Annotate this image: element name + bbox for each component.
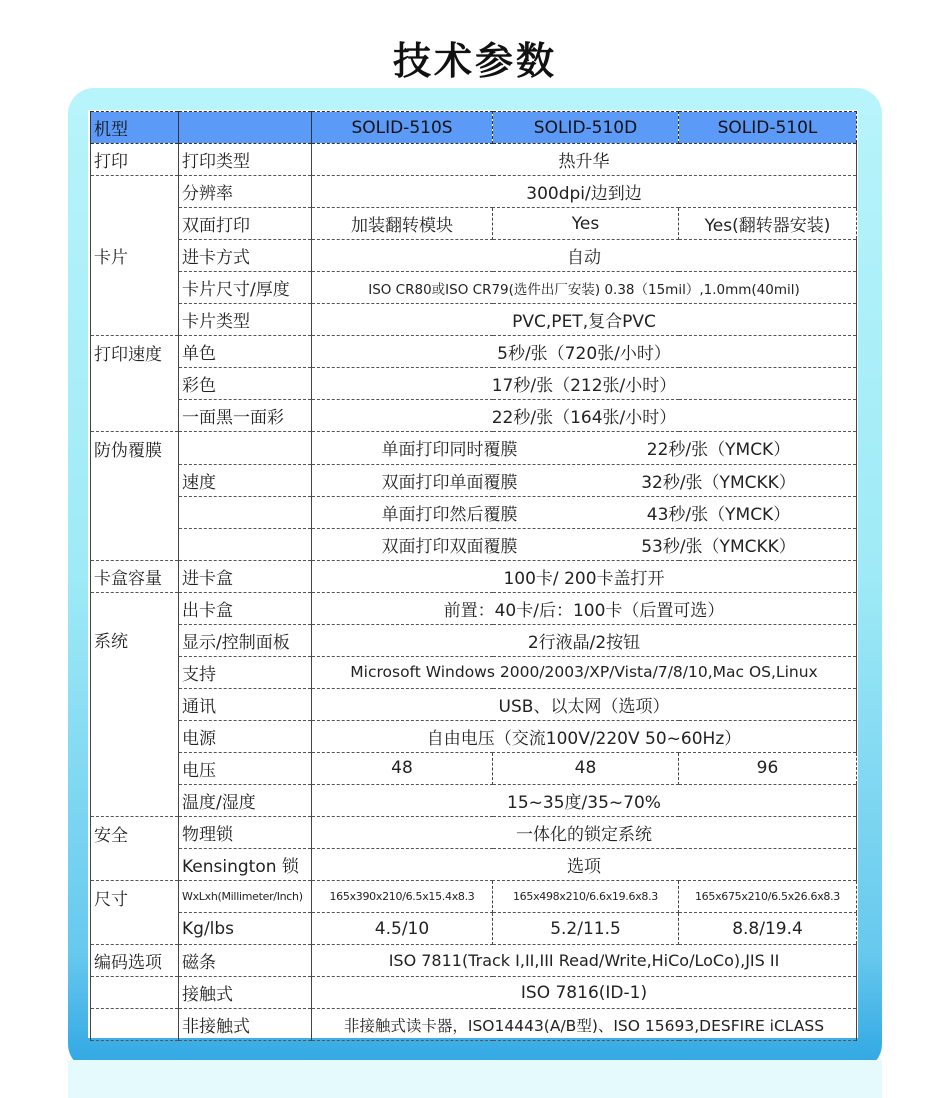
table-row	[91, 592, 857, 624]
table-row	[91, 144, 857, 176]
row-value: 热升华	[312, 144, 857, 176]
header-model-510l: SOLID-510L	[679, 112, 857, 144]
row-value	[312, 432, 857, 464]
row-value: ISO 7816(ID-1)	[312, 977, 857, 1009]
laminate-speed: 43秒/张（YMCK）	[646, 504, 791, 525]
laminate-speed: 22秒/张（YMCK）	[646, 440, 791, 461]
laminate-mode: 单面打印同时覆膜	[381, 440, 518, 461]
row-value: 4.5/10	[312, 913, 493, 945]
row-value: 165x390x210/6.5x15.4x8.3	[312, 881, 493, 913]
table-row	[91, 400, 857, 432]
row-label: 支持	[179, 656, 312, 688]
table-row	[91, 945, 857, 977]
header-row	[91, 112, 857, 144]
row-label: WxLxh(Millimeter/Inch)	[179, 881, 312, 913]
table-row	[91, 656, 857, 688]
table-row	[91, 881, 857, 913]
table-row	[91, 496, 857, 528]
row-label	[179, 432, 312, 464]
row-value: 15~35度/35~70%	[312, 784, 857, 816]
table-row	[91, 688, 857, 720]
category-laminate: 防伪覆膜	[91, 432, 179, 560]
row-blank	[91, 1009, 179, 1041]
row-value: 22秒/张（164张/小时）	[312, 400, 857, 432]
row-label: Kensington 锁	[179, 849, 312, 881]
bottom-strip	[68, 1060, 882, 1098]
table-row	[91, 977, 857, 1009]
row-label: 物理锁	[179, 817, 312, 849]
table-row	[91, 176, 857, 208]
table-row	[91, 304, 857, 336]
row-label: 出卡盒	[179, 592, 312, 624]
row-label: 非接触式	[179, 1009, 312, 1041]
row-value: Yes	[493, 208, 679, 240]
row-value: 48	[312, 752, 493, 784]
table-row	[91, 368, 857, 400]
row-value: PVC,PET,复合PVC	[312, 304, 857, 336]
row-value: 非接触式读卡器，ISO14443(A/B型)、ISO 15693,DESFIRE iCLASS	[312, 1009, 857, 1041]
laminate-mode: 双面打印单面覆膜	[381, 472, 518, 493]
row-blank	[91, 977, 179, 1009]
row-value: 100卡/ 200卡盖打开	[312, 560, 857, 592]
table-row	[91, 784, 857, 816]
row-label: 打印类型	[179, 144, 312, 176]
row-value: 5秒/张（720张/小时）	[312, 336, 857, 368]
row-label: 一面黑一面彩	[179, 400, 312, 432]
row-value: ISO CR80或ISO CR79(选件出厂安装) 0.38（15mil）,1.0mm(40mil)	[312, 272, 857, 304]
row-label: 通讯	[179, 688, 312, 720]
row-value: Yes(翻转器安装)	[679, 208, 857, 240]
row-label: 进卡方式	[179, 240, 312, 272]
table-row	[91, 528, 857, 560]
row-value: 5.2/11.5	[493, 913, 679, 945]
row-value: 自由电压（交流100V/220V 50~60Hz）	[312, 720, 857, 752]
row-label: 速度	[179, 464, 312, 496]
category-card: 卡片	[91, 176, 179, 336]
category-hopper: 卡盒容量	[91, 560, 179, 592]
laminate-speed: 32秒/张（YMCKK）	[641, 472, 796, 493]
category-speed: 打印速度	[91, 336, 179, 432]
row-label: 卡片尺寸/厚度	[179, 272, 312, 304]
laminate-mode: 双面打印双面覆膜	[381, 536, 518, 557]
row-value: 自动	[312, 240, 857, 272]
category-system: 系统	[91, 592, 179, 816]
table-row	[91, 240, 857, 272]
table-row	[91, 720, 857, 752]
table-row	[91, 336, 857, 368]
row-label: 进卡盒	[179, 560, 312, 592]
header-category: 机型	[91, 112, 179, 144]
row-label: Kg/lbs	[179, 913, 312, 945]
table-row	[91, 624, 857, 656]
row-value: 17秒/张（212张/小时）	[312, 368, 857, 400]
row-label: 电压	[179, 752, 312, 784]
page-title: 技术参数	[392, 39, 557, 83]
row-value: 48	[493, 752, 679, 784]
table-row	[91, 752, 857, 784]
table-row	[91, 817, 857, 849]
table-row	[91, 1009, 857, 1041]
table-row	[91, 913, 857, 945]
row-value: 2行液晶/2按钮	[312, 624, 857, 656]
row-value: 加装翻转模块	[312, 208, 493, 240]
category-security: 安全	[91, 817, 179, 881]
row-value: ISO 7811(Track I,II,III Read/Write,HiCo/LoCo),JIS II	[312, 945, 857, 977]
row-value: 一体化的锁定系统	[312, 817, 857, 849]
row-value	[312, 528, 857, 560]
table-row	[91, 432, 857, 464]
row-value: 96	[679, 752, 857, 784]
row-label: 接触式	[179, 977, 312, 1009]
category-encode: 编码选项	[91, 945, 179, 977]
table-row	[91, 208, 857, 240]
laminate-speed: 53秒/张（YMCKK）	[641, 536, 796, 557]
row-label: 温度/湿度	[179, 784, 312, 816]
table-row	[91, 560, 857, 592]
row-label	[179, 496, 312, 528]
row-label: 电源	[179, 720, 312, 752]
header-blank	[179, 112, 312, 144]
row-value: 选项	[312, 849, 857, 881]
table-row	[91, 272, 857, 304]
header-model-510s: SOLID-510S	[312, 112, 493, 144]
row-value	[312, 464, 857, 496]
row-value: 165x675x210/6.5x26.6x8.3	[679, 881, 857, 913]
row-label: 彩色	[179, 368, 312, 400]
spec-table	[90, 111, 857, 1041]
row-value: USB、以太网（选项）	[312, 688, 857, 720]
row-label: 单色	[179, 336, 312, 368]
laminate-mode: 单面打印然后覆膜	[381, 504, 518, 525]
row-value: 165x498x210/6.6x19.6x8.3	[493, 881, 679, 913]
row-label: 显示/控制面板	[179, 624, 312, 656]
row-label: 磁条	[179, 945, 312, 977]
table-row	[91, 849, 857, 881]
header-model-510d: SOLID-510D	[493, 112, 679, 144]
category-dims: 尺寸	[91, 881, 179, 945]
table-row	[91, 464, 857, 496]
row-value: 前置：40卡/后：100卡（后置可选）	[312, 592, 857, 624]
row-label	[179, 528, 312, 560]
row-label: 卡片类型	[179, 304, 312, 336]
row-value: Microsoft Windows 2000/2003/XP/Vista/7/8/10,Mac OS,Linux	[312, 656, 857, 688]
category-print: 打印	[91, 144, 179, 176]
row-label: 分辨率	[179, 176, 312, 208]
row-value: 300dpi/边到边	[312, 176, 857, 208]
row-value	[312, 496, 857, 528]
row-value: 8.8/19.4	[679, 913, 857, 945]
row-label: 双面打印	[179, 208, 312, 240]
